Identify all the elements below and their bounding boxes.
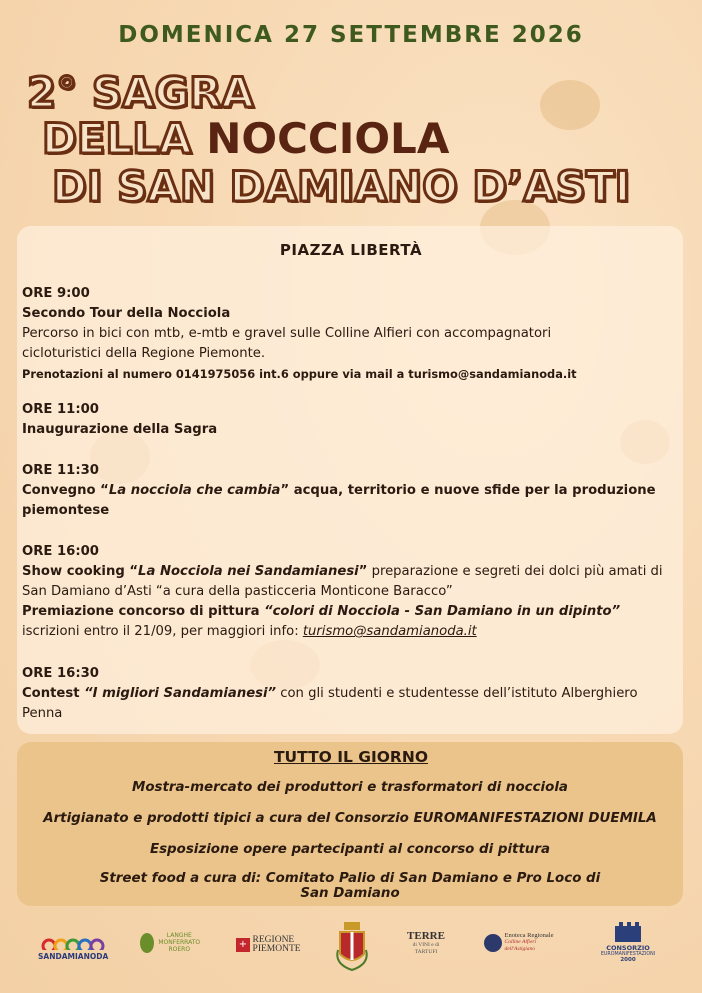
logo-text: TERRE — [407, 930, 445, 942]
event-1630 — [22, 664, 682, 724]
logo-text: REGIONE — [252, 935, 295, 945]
event-desc: San Damiano d’Asti “a cura della pasticceria Monticone Baracco” — [22, 584, 453, 599]
event-desc: con gli studenti e studentesse dell’istituto Alberghiero — [276, 686, 638, 701]
logo-text: Enoteca Regionale — [504, 932, 554, 939]
award-italic: “colori di Nocciola - San Damiano in un dipinto” — [264, 604, 621, 619]
event-title-post: ” acqua, territorio e nuove sfide per la produzione — [280, 483, 656, 498]
logo-text: CONSORZIO — [606, 944, 650, 952]
event-desc: cicloturistici della Regione Piemonte. — [22, 346, 266, 361]
award-pre: Premiazione concorso di pittura — [22, 604, 265, 619]
event-title-italic: La Nocciola nei Sandamianesi — [138, 564, 359, 579]
title-line-2-prefix: DELLA — [42, 114, 207, 163]
event-title-pre: Contest — [22, 686, 85, 701]
event-time: ORE 11:00 — [22, 402, 99, 417]
event-title — [22, 481, 682, 501]
rainbow-icon — [41, 936, 105, 950]
event-time: ORE 9:00 — [22, 286, 90, 301]
logo-text: EUROMANIFESTAZIONI — [600, 952, 656, 957]
event-9 — [22, 284, 682, 384]
regione-piemonte-logo — [236, 936, 306, 954]
event-time: ORE 11:30 — [22, 463, 99, 478]
event-title-italic: La nocciola che cambia — [108, 483, 281, 498]
municipal-crest-logo — [330, 920, 374, 976]
castle-icon — [613, 920, 643, 942]
event-booking-note: Prenotazioni al numero 0141975056 int.6 oppure via mail a turismo@sandamianoda.it — [22, 367, 577, 381]
terre-logo — [404, 930, 448, 956]
program-location: PIAZZA LIBERTÀ — [279, 241, 423, 259]
event-16 — [22, 542, 682, 642]
title-line-1: 2° SAGRA — [27, 68, 254, 117]
event-time: ORE 16:30 — [22, 666, 99, 681]
logo-text: di VINI e di TARTUFI — [412, 942, 440, 955]
event-title — [22, 684, 682, 704]
logo-text: LANGHE MONFERRATO ROERO — [158, 932, 201, 953]
all-day-title: TUTTO IL GIORNO — [273, 748, 429, 766]
event-desc: Percorso in bici con mtb, e-mtb e gravel sulle Colline Alfieri con accompagnatori — [22, 326, 552, 341]
event-title: Inaugurazione della Sagra — [22, 422, 218, 437]
langhe-logo — [138, 932, 204, 953]
enoteca-icon — [484, 934, 502, 952]
title-line-2 — [42, 116, 449, 162]
event-desc: preparazione e segreti dei dolci più amati di — [367, 564, 663, 579]
logo-text: PIEMONTE — [252, 944, 301, 954]
all-day-item: Artigianato e prodotti tipici a cura del Consorzio EUROMANIFESTAZIONI DUEMILA — [43, 811, 657, 826]
leaf-icon — [140, 933, 154, 953]
event-time: ORE 16:00 — [22, 544, 99, 559]
event-1130 — [22, 461, 682, 521]
event-date: DOMENICA 27 SETTEMBRE 2026 — [118, 22, 584, 48]
cross-icon: + — [236, 938, 250, 952]
sponsor-logos — [0, 918, 702, 988]
award-title — [22, 602, 682, 622]
crest-icon — [332, 920, 372, 974]
all-day-item: San Damiano — [300, 886, 400, 901]
event-title-pre: Convegno “ — [22, 483, 109, 498]
event-title — [22, 562, 682, 582]
consorzio-logo — [598, 920, 658, 963]
event-desc: Penna — [22, 706, 63, 721]
all-day-item: Esposizione opere partecipanti al concorso di pittura — [149, 842, 551, 857]
email-link[interactable]: turismo@sandamianoda.it — [302, 624, 477, 639]
hazelnut-decoration — [540, 80, 600, 130]
event-title-cont: piemontese — [22, 503, 110, 518]
award-info-text: iscrizioni entro il 21/09, per maggiori info: — [22, 624, 303, 639]
title-highlight: NOCCIOLA — [206, 114, 450, 163]
all-day-item: Street food a cura di: Comitato Palio di San Damiano e Pro Loco di — [99, 871, 601, 886]
logo-text: 2000 — [620, 957, 636, 963]
award-info — [22, 622, 682, 642]
title-line-3: DI SAN DAMIANO D’ASTI — [52, 162, 631, 211]
event-11 — [22, 400, 682, 440]
logo-text: Colline Alfieri — [504, 939, 537, 945]
event-title-pre: Show cooking “ — [22, 564, 139, 579]
event-title-italic: “I migliori Sandamianesi” — [84, 686, 277, 701]
enoteca-logo — [484, 932, 564, 953]
sandamianoda-logo — [38, 936, 108, 961]
event-title-post: ” — [358, 564, 368, 579]
logo-text: dell'Astigiano — [504, 946, 536, 952]
event-title: Secondo Tour della Nocciola — [22, 306, 231, 321]
logo-text: SANDAMIANODA — [38, 952, 109, 961]
all-day-item: Mostra-mercato dei produttori e trasformatori di nocciola — [132, 780, 568, 795]
